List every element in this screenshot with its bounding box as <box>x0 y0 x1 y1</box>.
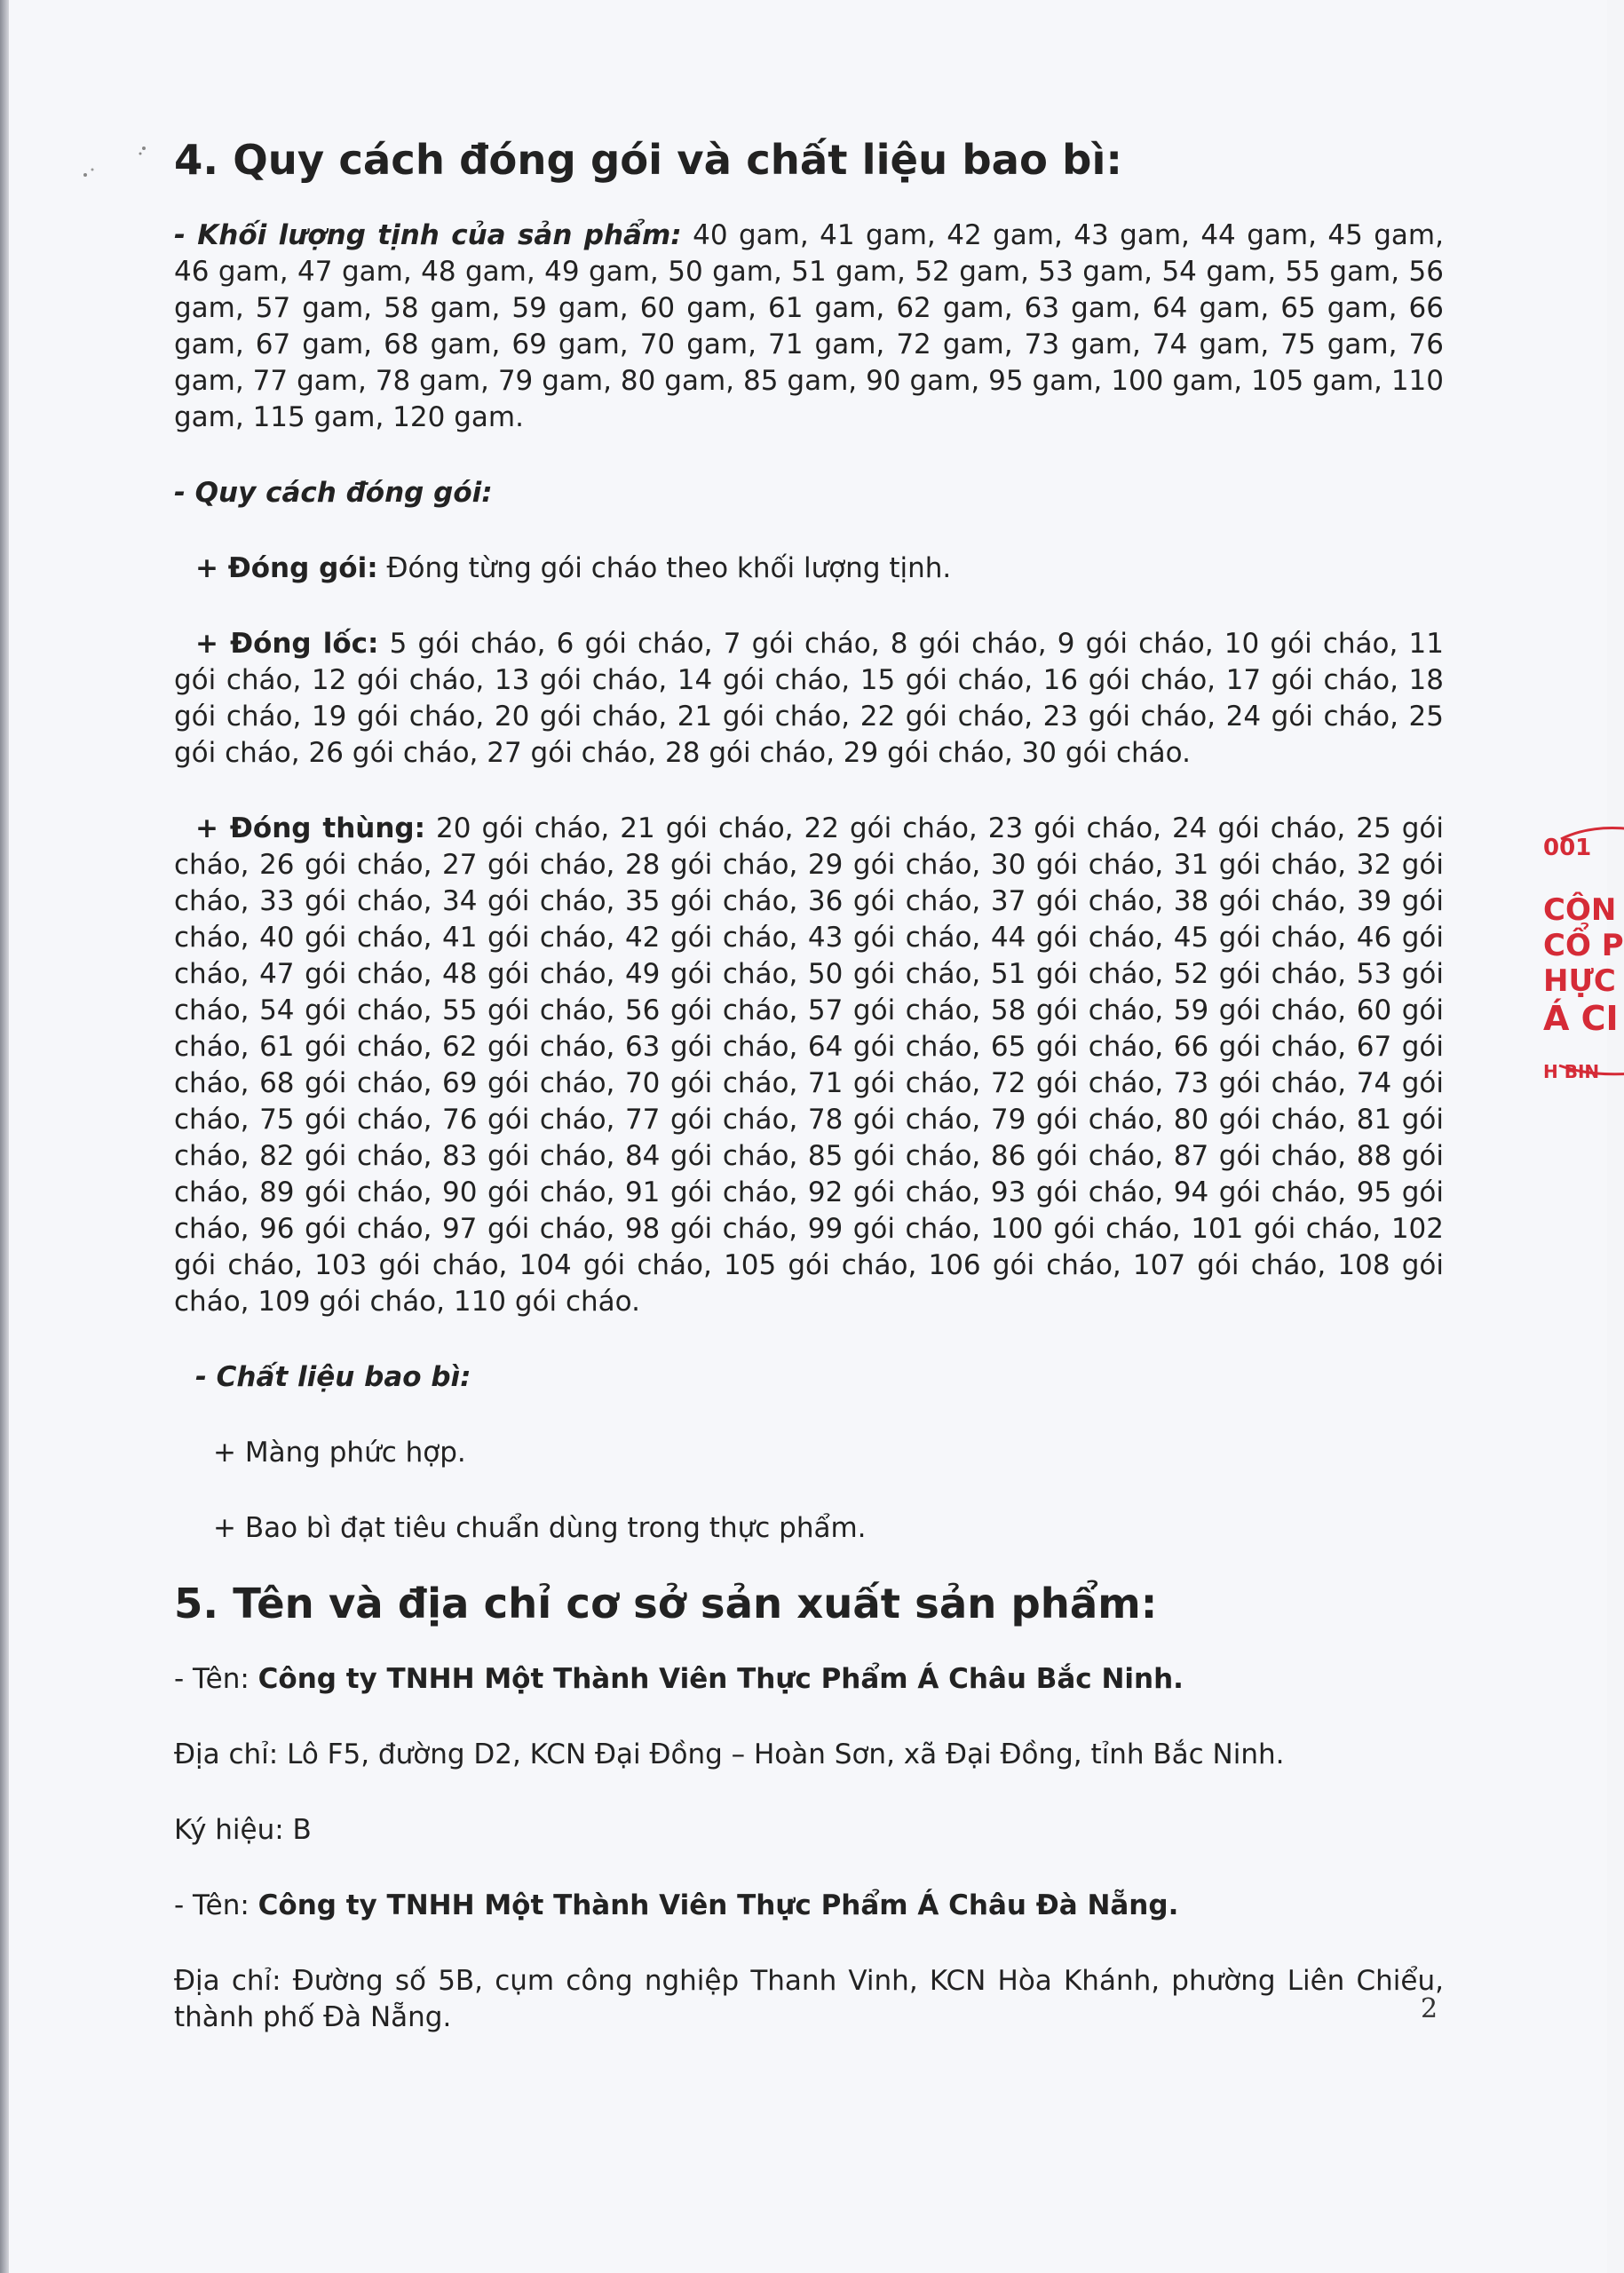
scan-specks <box>71 120 142 191</box>
section-5-heading: 5. Tên và địa chỉ cơ sở sản xuất sản phẩm: <box>174 1580 1158 1628</box>
page-number: 2 <box>1421 1993 1438 2024</box>
packing-spec-label: - Quy cách đóng gói: <box>174 477 493 509</box>
pack-bundle-text: 5 gói cháo, 6 gói cháo, 7 gói cháo, 8 gói cháo, 9 gói cháo, 10 gói cháo, 11 gói cháo, 12 gói cháo, 13 gói cháo, 14 gói cháo, 15 gói cháo, 16 gói cháo, 17 gói cháo, 18 gói cháo, 19 gói cháo, 20 gói cháo, 21 gói cháo, 22 gói cháo, 23 gói cháo, 24 gói cháo, 25 gói cháo, 26 gói cháo, 27 gói cháo, 28 gói cháo, 29 gói cháo, 30 gói cháo. <box>174 628 1444 769</box>
pack-carton-paragraph <box>174 811 1444 1320</box>
facility-2-name: Công ty TNHH Một Thành Viên Thực Phẩm Á Châu Đà Nẵng. <box>257 1889 1179 1921</box>
facility-2-address: Địa chỉ: Đường số 5B, cụm công nghiệp Thanh Vinh, KCN Hòa Khánh, phường Liên Chiểu, thành phố Đà Nẵng. <box>174 1965 1444 2033</box>
pack-single-paragraph <box>174 550 1444 587</box>
facility-2-name-line <box>174 1888 1444 1924</box>
section-4-heading: 4. Quy cách đóng gói và chất liệu bao bì: <box>174 136 1122 184</box>
seal-text-line-2: CÔN <box>1543 892 1617 928</box>
seal-text-line-5: Á CI <box>1543 999 1619 1038</box>
net-weight-paragraph <box>174 218 1444 436</box>
seal-text-line-4: HỰC <box>1543 963 1616 999</box>
facility-2-name-prefix: - Tên: <box>174 1889 258 1921</box>
net-weight-values: 40 gam, 41 gam, 42 gam, 43 gam, 44 gam, 45 gam, 46 gam, 47 gam, 48 gam, 49 gam, 50 gam, 51 gam, 52 gam, 53 gam, 54 gam, 55 gam, 56 gam, 57 gam, 58 gam, 59 gam, 60 gam, 61 gam, 62 gam, 63 gam, 64 gam, 65 gam, 66 gam, 67 gam, 68 gam, 69 gam, 70 gam, 71 gam, 72 gam, 73 gam, 74 gam, 75 gam, 76 gam, 77 gam, 78 gam, 79 gam, 80 gam, 85 gam, 90 gam, 95 gam, 100 gam, 105 gam, 110 gam, 115 gam, 120 gam. <box>174 219 1444 433</box>
material-item-1: + Màng phức hợp. <box>213 1437 466 1469</box>
facility-1-name: Công ty TNHH Một Thành Viên Thực Phẩm Á Châu Bắc Ninh. <box>257 1663 1184 1695</box>
material-item-2: + Bao bì đạt tiêu chuẩn dùng trong thực phẩm. <box>213 1512 867 1544</box>
material-label: - Chất liệu bao bì: <box>195 1361 471 1393</box>
seal-text-line-3: CỔ P <box>1543 928 1624 963</box>
facility-1-code: Ký hiệu: B <box>174 1814 312 1846</box>
pack-bundle-label: + Đóng lốc: <box>195 628 379 660</box>
company-seal <box>1543 812 1624 1105</box>
pack-single-text: Đóng từng gói cháo theo khối lượng tịnh. <box>377 552 952 584</box>
scan-edge-shadow <box>0 0 9 2273</box>
facility-1-address: Địa chỉ: Lô F5, đường D2, KCN Đại Đồng – Hoàn Sơn, xã Đại Đồng, tỉnh Bắc Ninh. <box>174 1738 1285 1770</box>
document-body <box>174 136 1444 2036</box>
seal-text-line-6: H BIN <box>1543 1061 1600 1082</box>
facility-1-name-line <box>174 1661 1444 1698</box>
pack-bundle-paragraph <box>174 626 1444 772</box>
seal-text-line-1: 001 <box>1543 835 1592 861</box>
pack-carton-label: + Đóng thùng: <box>195 812 426 844</box>
facility-1-name-prefix: - Tên: <box>174 1663 258 1695</box>
pack-carton-text: 20 gói cháo, 21 gói cháo, 22 gói cháo, 23 gói cháo, 24 gói cháo, 25 gói cháo, 26 gói cháo, 27 gói cháo, 28 gói cháo, 29 gói cháo, 30 gói cháo, 31 gói cháo, 32 gói cháo, 33 gói cháo, 34 gói cháo, 35 gói cháo, 36 gói cháo, 37 gói cháo, 38 gói cháo, 39 gói cháo, 40 gói cháo, 41 gói cháo, 42 gói cháo, 43 gói cháo, 44 gói cháo, 45 gói cháo, 46 gói cháo, 47 gói cháo, 48 gói cháo, 49 gói cháo, 50 gói cháo, 51 gói cháo, 52 gói cháo, 53 gói cháo, 54 gói cháo, 55 gói cháo, 56 gói cháo, 57 gói cháo, 58 gói cháo, 59 gói cháo, 60 gói cháo, 61 gói cháo, 62 gói cháo, 63 gói cháo, 64 gói cháo, 65 gói cháo, 66 gói cháo, 67 gói cháo, 68 gói cháo, 69 gói cháo, 70 gói cháo, 71 gói cháo, 72 gói cháo, 73 gói cháo, 74 gói cháo, 75 gói cháo, 76 gói cháo, 77 gói cháo, 78 gói cháo, 79 gói cháo, 80 gói cháo, 81 gói cháo, 82 gói cháo, 83 gói cháo, 84 gói cháo, 85 gói cháo, 86 gói cháo, 87 gói cháo, 88 gói cháo, 89 gói cháo, 90 gói cháo, 91 gói cháo, 92 gói cháo, 93 gói cháo, 94 gói cháo, 95 gói cháo, 96 gói cháo, 97 gói cháo, 98 gói cháo, 99 gói cháo, 100 gói cháo, 101 gói cháo, 102 gói cháo, 103 gói cháo, 104 gói cháo, 105 gói cháo, 106 gói cháo, 107 gói cháo, 108 gói cháo, 109 gói cháo, 110 gói cháo. <box>174 812 1444 1318</box>
pack-single-label: + Đóng gói: <box>195 552 378 584</box>
net-weight-label: - Khối lượng tịnh của sản phẩm: <box>174 219 682 251</box>
